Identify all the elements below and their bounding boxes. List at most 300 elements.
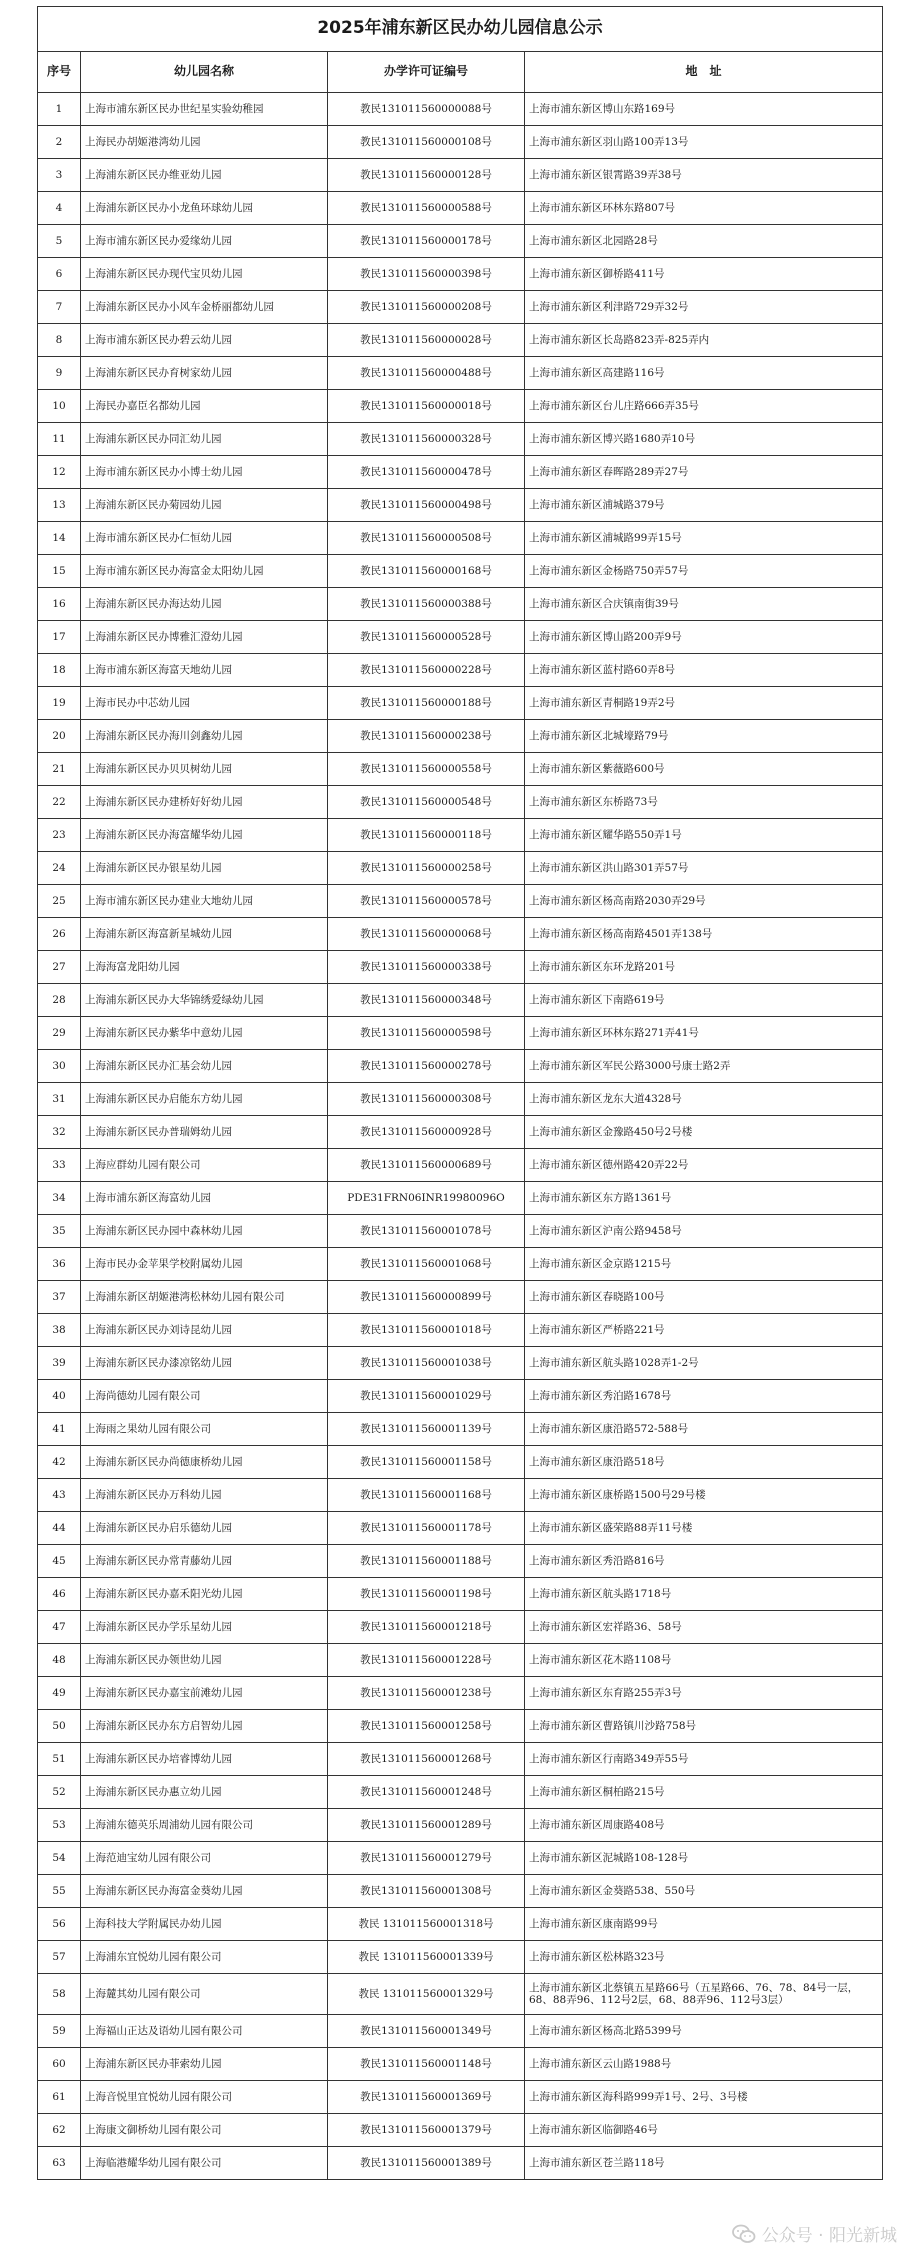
- row-number: 11: [38, 423, 81, 456]
- address: 上海市浦东新区康桥路1500号29号楼: [525, 1479, 883, 1512]
- row-number: 61: [38, 2081, 81, 2114]
- license-number: 教民131011560000118号: [328, 819, 525, 852]
- address: 上海市浦东新区春晓路100号: [525, 1281, 883, 1314]
- row-number: 7: [38, 291, 81, 324]
- kindergarten-name: 上海海富龙阳幼儿园: [81, 951, 328, 984]
- license-number: 教民131011560000238号: [328, 720, 525, 753]
- address: 上海市浦东新区康南路99号: [525, 1908, 883, 1941]
- row-number: 57: [38, 1941, 81, 1974]
- kindergarten-name: 上海浦东新区民办万科幼儿园: [81, 1479, 328, 1512]
- license-number: 教民131011560001158号: [328, 1446, 525, 1479]
- license-number: 教民131011560000488号: [328, 357, 525, 390]
- license-number: 教民131011560000338号: [328, 951, 525, 984]
- license-number: 教民131011560000228号: [328, 654, 525, 687]
- address: 上海市浦东新区德州路420弄22号: [525, 1149, 883, 1182]
- license-number: 教民131011560000178号: [328, 225, 525, 258]
- row-number: 20: [38, 720, 81, 753]
- row-number: 12: [38, 456, 81, 489]
- row-number: 60: [38, 2048, 81, 2081]
- license-number: 教民131011560000348号: [328, 984, 525, 1017]
- row-number: 9: [38, 357, 81, 390]
- table-row: [38, 819, 883, 852]
- row-number: 44: [38, 1512, 81, 1545]
- table-row: [38, 522, 883, 555]
- address: 上海市浦东新区紫薇路600号: [525, 753, 883, 786]
- address: 上海市浦东新区康沿路572-588号: [525, 1413, 883, 1446]
- kindergarten-name: 上海浦东新区民办惠立幼儿园: [81, 1776, 328, 1809]
- table-row: [38, 1809, 883, 1842]
- kindergarten-name: 上海福山正达及语幼儿园有限公司: [81, 2015, 328, 2048]
- table-row: [38, 291, 883, 324]
- table-row: [38, 1776, 883, 1809]
- kindergarten-name: 上海浦东新区民办贝贝树幼儿园: [81, 753, 328, 786]
- address: 上海市浦东新区航头路1718号: [525, 1578, 883, 1611]
- table-row: [38, 1677, 883, 1710]
- table-row: [38, 687, 883, 720]
- kindergarten-name: 上海麓其幼儿园有限公司: [81, 1974, 328, 2015]
- address: 上海市浦东新区浦城路379号: [525, 489, 883, 522]
- table-row: [38, 1545, 883, 1578]
- kindergarten-name: 上海范迪宝幼儿园有限公司: [81, 1842, 328, 1875]
- row-number: 51: [38, 1743, 81, 1776]
- address: 上海市浦东新区杨高北路5399号: [525, 2015, 883, 2048]
- address: 上海市浦东新区御桥路411号: [525, 258, 883, 291]
- info-sheet: [37, 6, 882, 2180]
- license-number: 教民131011560000899号: [328, 1281, 525, 1314]
- table-row: [38, 1512, 883, 1545]
- table-row: [38, 852, 883, 885]
- row-number: 46: [38, 1578, 81, 1611]
- kindergarten-name: 上海浦东新区民办常青藤幼儿园: [81, 1545, 328, 1578]
- row-number: 39: [38, 1347, 81, 1380]
- kindergarten-name: 上海民办嘉臣名都幼儿园: [81, 390, 328, 423]
- address: 上海市浦东新区羽山路100弄13号: [525, 126, 883, 159]
- row-number: 47: [38, 1611, 81, 1644]
- license-number: 教民131011560000558号: [328, 753, 525, 786]
- table-row: [38, 786, 883, 819]
- address: 上海市浦东新区海科路999弄1号、2号、3号楼: [525, 2081, 883, 2114]
- address: 上海市浦东新区康沿路518号: [525, 1446, 883, 1479]
- address: 上海市浦东新区金杨路750弄57号: [525, 555, 883, 588]
- address: 上海市浦东新区东桥路73号: [525, 786, 883, 819]
- table-row: [38, 390, 883, 423]
- address: 上海市浦东新区军民公路3000号康士路2弄: [525, 1050, 883, 1083]
- license-number: 教民131011560000258号: [328, 852, 525, 885]
- kindergarten-name: 上海市浦东新区民办仁恒幼儿园: [81, 522, 328, 555]
- table-row: [38, 357, 883, 390]
- address: 上海市浦东新区曹路镇川沙路758号: [525, 1710, 883, 1743]
- address: 上海市浦东新区泥城路108-128号: [525, 1842, 883, 1875]
- license-number: 教民131011560001029号: [328, 1380, 525, 1413]
- license-number: 教民131011560001139号: [328, 1413, 525, 1446]
- row-number: 34: [38, 1182, 81, 1215]
- table-row: [38, 720, 883, 753]
- kindergarten-name: 上海应群幼儿园有限公司: [81, 1149, 328, 1182]
- row-number: 52: [38, 1776, 81, 1809]
- license-number: 教民131011560000088号: [328, 93, 525, 126]
- license-number: 教民131011560001268号: [328, 1743, 525, 1776]
- kindergarten-name: 上海临港耀华幼儿园有限公司: [81, 2147, 328, 2180]
- table-row: [38, 1644, 883, 1677]
- table-row: [38, 1017, 883, 1050]
- table-row: [38, 2147, 883, 2180]
- kindergarten-name: 上海雨之果幼儿园有限公司: [81, 1413, 328, 1446]
- kindergarten-name: 上海音悦里宜悦幼儿园有限公司: [81, 2081, 328, 2114]
- license-number: 教民131011560001078号: [328, 1215, 525, 1248]
- license-number: 教民131011560000028号: [328, 324, 525, 357]
- row-number: 29: [38, 1017, 81, 1050]
- kindergarten-name: 上海浦东宜悦幼儿园有限公司: [81, 1941, 328, 1974]
- row-number: 62: [38, 2114, 81, 2147]
- row-number: 28: [38, 984, 81, 1017]
- kindergarten-name: 上海尚德幼儿园有限公司: [81, 1380, 328, 1413]
- header-license: 办学许可证编号: [328, 52, 525, 93]
- address: 上海市浦东新区杨高南路4501弄138号: [525, 918, 883, 951]
- kindergarten-name: 上海浦东新区民办菊园幼儿园: [81, 489, 328, 522]
- address: 上海市浦东新区航头路1028弄1-2号: [525, 1347, 883, 1380]
- kindergarten-name: 上海浦东新区民办小龙鱼环球幼儿园: [81, 192, 328, 225]
- row-number: 19: [38, 687, 81, 720]
- kindergarten-name: 上海浦东新区民办东方启智幼儿园: [81, 1710, 328, 1743]
- kindergarten-name: 上海浦东新区民办启能东方幼儿园: [81, 1083, 328, 1116]
- table-row: [38, 1314, 883, 1347]
- license-number: 教民131011560001148号: [328, 2048, 525, 2081]
- kindergarten-name: 上海浦东新区民办育树家幼儿园: [81, 357, 328, 390]
- row-number: 24: [38, 852, 81, 885]
- row-number: 63: [38, 2147, 81, 2180]
- kindergarten-name: 上海康文御桥幼儿园有限公司: [81, 2114, 328, 2147]
- address: 上海市浦东新区北蔡镇五星路66号（五星路66、76、78、84号一层，68、88弄96、112号2层，68、88弄96、112号3层）: [525, 1974, 883, 2015]
- license-number: 教民131011560001349号: [328, 2015, 525, 2048]
- table-row: [38, 1347, 883, 1380]
- kindergarten-name: 上海浦东新区民办大华锦绣爱绿幼儿园: [81, 984, 328, 1017]
- table-row: [38, 1050, 883, 1083]
- row-number: 16: [38, 588, 81, 621]
- row-number: 17: [38, 621, 81, 654]
- row-number: 21: [38, 753, 81, 786]
- table-row: [38, 1083, 883, 1116]
- kindergarten-name: 上海市浦东新区民办爱缘幼儿园: [81, 225, 328, 258]
- row-number: 50: [38, 1710, 81, 1743]
- table-header-row: [38, 52, 883, 93]
- license-number: 教民 131011560001329号: [328, 1974, 525, 2015]
- table-row: [38, 192, 883, 225]
- kindergarten-name: 上海市浦东新区民办碧云幼儿园: [81, 324, 328, 357]
- license-number: 教民131011560001279号: [328, 1842, 525, 1875]
- address: 上海市浦东新区环林东路807号: [525, 192, 883, 225]
- row-number: 43: [38, 1479, 81, 1512]
- kindergarten-name: 上海浦东新区民办博雅汇澄幼儿园: [81, 621, 328, 654]
- table-row: [38, 258, 883, 291]
- row-number: 41: [38, 1413, 81, 1446]
- row-number: 1: [38, 93, 81, 126]
- kindergarten-name: 上海浦东新区民办培睿博幼儿园: [81, 1743, 328, 1776]
- license-number: 教民131011560001018号: [328, 1314, 525, 1347]
- license-number: 教民131011560001038号: [328, 1347, 525, 1380]
- row-number: 53: [38, 1809, 81, 1842]
- license-number: 教民131011560000689号: [328, 1149, 525, 1182]
- row-number: 27: [38, 951, 81, 984]
- table-row: [38, 1875, 883, 1908]
- table-row: [38, 1974, 883, 2015]
- table-row: [38, 885, 883, 918]
- row-number: 59: [38, 2015, 81, 2048]
- address: 上海市浦东新区行南路349弄55号: [525, 1743, 883, 1776]
- table-row: [38, 2015, 883, 2048]
- kindergarten-name: 上海浦东新区民办汇基会幼儿园: [81, 1050, 328, 1083]
- row-number: 55: [38, 1875, 81, 1908]
- kindergarten-name: 上海浦东新区民办嘉禾阳光幼儿园: [81, 1578, 328, 1611]
- kindergarten-name: 上海市浦东新区民办海富金太阳幼儿园: [81, 555, 328, 588]
- kindergarten-name: 上海浦东新区胡姬港湾松林幼儿园有限公司: [81, 1281, 328, 1314]
- license-number: 教民131011560001308号: [328, 1875, 525, 1908]
- table-row: [38, 1941, 883, 1974]
- license-number: 教民131011560000068号: [328, 918, 525, 951]
- address: 上海市浦东新区博山东路169号: [525, 93, 883, 126]
- header-address: 地 址: [525, 52, 883, 93]
- address: 上海市浦东新区合庆镇南街39号: [525, 588, 883, 621]
- address: 上海市浦东新区桐柏路215号: [525, 1776, 883, 1809]
- license-number: 教民131011560001248号: [328, 1776, 525, 1809]
- kindergarten-name: 上海市浦东新区海富天地幼儿园: [81, 654, 328, 687]
- row-number: 33: [38, 1149, 81, 1182]
- kindergarten-name: 上海浦东新区民办漆凉铭幼儿园: [81, 1347, 328, 1380]
- kindergarten-name: 上海浦东新区民办建桥好好幼儿园: [81, 786, 328, 819]
- table-row: [38, 2081, 883, 2114]
- license-number: PDE31FRN06INR19980096O: [328, 1182, 525, 1215]
- kindergarten-name: 上海浦东新区民办紫华中意幼儿园: [81, 1017, 328, 1050]
- row-number: 18: [38, 654, 81, 687]
- table-row: [38, 1479, 883, 1512]
- row-number: 32: [38, 1116, 81, 1149]
- address: 上海市浦东新区春晖路289弄27号: [525, 456, 883, 489]
- table-row: [38, 225, 883, 258]
- header-name: 幼儿园名称: [81, 52, 328, 93]
- license-number: 教民131011560001289号: [328, 1809, 525, 1842]
- license-number: 教民131011560001218号: [328, 1611, 525, 1644]
- row-number: 8: [38, 324, 81, 357]
- address: 上海市浦东新区金葵路538、550号: [525, 1875, 883, 1908]
- kindergarten-name: 上海市民办中芯幼儿园: [81, 687, 328, 720]
- table-row: [38, 456, 883, 489]
- address: 上海市浦东新区盛荣路88弄11号楼: [525, 1512, 883, 1545]
- address: 上海市浦东新区周康路408号: [525, 1809, 883, 1842]
- row-number: 31: [38, 1083, 81, 1116]
- row-number: 13: [38, 489, 81, 522]
- table-row: [38, 93, 883, 126]
- license-number: 教民131011560000018号: [328, 390, 525, 423]
- row-number: 49: [38, 1677, 81, 1710]
- table-row: [38, 2114, 883, 2147]
- table-row: [38, 1281, 883, 1314]
- license-number: 教民 131011560001318号: [328, 1908, 525, 1941]
- license-number: 教民131011560000928号: [328, 1116, 525, 1149]
- address: 上海市浦东新区台儿庄路666弄35号: [525, 390, 883, 423]
- table-row: [38, 1908, 883, 1941]
- kindergarten-name: 上海市浦东新区民办建业大地幼儿园: [81, 885, 328, 918]
- row-number: 2: [38, 126, 81, 159]
- address: 上海市浦东新区秀泊路1678号: [525, 1380, 883, 1413]
- license-number: 教民131011560000308号: [328, 1083, 525, 1116]
- table-row: [38, 1413, 883, 1446]
- license-number: 教民131011560001258号: [328, 1710, 525, 1743]
- kindergarten-name: 上海民办胡姬港湾幼儿园: [81, 126, 328, 159]
- license-number: 教民131011560001389号: [328, 2147, 525, 2180]
- address: 上海市浦东新区东环龙路201号: [525, 951, 883, 984]
- address: 上海市浦东新区博山路200弄9号: [525, 621, 883, 654]
- row-number: 4: [38, 192, 81, 225]
- table-row: [38, 423, 883, 456]
- license-number: 教民131011560000208号: [328, 291, 525, 324]
- license-number: 教民131011560000278号: [328, 1050, 525, 1083]
- row-number: 38: [38, 1314, 81, 1347]
- kindergarten-name: 上海浦东新区民办现代宝贝幼儿园: [81, 258, 328, 291]
- license-number: 教民131011560001369号: [328, 2081, 525, 2114]
- license-number: 教民131011560001228号: [328, 1644, 525, 1677]
- license-number: 教民131011560001178号: [328, 1512, 525, 1545]
- row-number: 25: [38, 885, 81, 918]
- table-row: [38, 324, 883, 357]
- address: 上海市浦东新区杨高南路2030弄29号: [525, 885, 883, 918]
- table-row: [38, 1248, 883, 1281]
- row-number: 37: [38, 1281, 81, 1314]
- table-row: [38, 1380, 883, 1413]
- kindergarten-name: 上海市民办金苹果学校附属幼儿园: [81, 1248, 328, 1281]
- address: 上海市浦东新区临御路46号: [525, 2114, 883, 2147]
- kindergarten-name: 上海浦东新区民办园中森林幼儿园: [81, 1215, 328, 1248]
- license-number: 教民131011560000328号: [328, 423, 525, 456]
- license-number: 教民131011560001068号: [328, 1248, 525, 1281]
- table-row: [38, 1116, 883, 1149]
- kindergarten-name: 上海市浦东新区海富幼儿园: [81, 1182, 328, 1215]
- license-number: 教民131011560000548号: [328, 786, 525, 819]
- license-number: 教民131011560000108号: [328, 126, 525, 159]
- address: 上海市浦东新区洪山路301弄57号: [525, 852, 883, 885]
- table-row: [38, 753, 883, 786]
- license-number: 教民131011560000188号: [328, 687, 525, 720]
- address: 上海市浦东新区严桥路221号: [525, 1314, 883, 1347]
- row-number: 22: [38, 786, 81, 819]
- row-number: 58: [38, 1974, 81, 2015]
- kindergarten-name: 上海浦东新区民办银星幼儿园: [81, 852, 328, 885]
- table-row: [38, 951, 883, 984]
- license-number: 教民131011560000168号: [328, 555, 525, 588]
- row-number: 15: [38, 555, 81, 588]
- address: 上海市浦东新区利津路729弄32号: [525, 291, 883, 324]
- kindergarten-name: 上海浦东新区民办海达幼儿园: [81, 588, 328, 621]
- table-row: [38, 489, 883, 522]
- address: 上海市浦东新区花木路1108号: [525, 1644, 883, 1677]
- row-number: 36: [38, 1248, 81, 1281]
- license-number: 教民131011560000578号: [328, 885, 525, 918]
- kindergarten-name: 上海市浦东新区民办小博士幼儿园: [81, 456, 328, 489]
- kindergarten-name: 上海浦东新区民办领世幼儿园: [81, 1644, 328, 1677]
- table-body: [38, 93, 883, 2180]
- header-no: 序号: [38, 52, 81, 93]
- kindergarten-name: 上海浦东新区民办嘉宝前滩幼儿园: [81, 1677, 328, 1710]
- table-row: [38, 918, 883, 951]
- row-number: 54: [38, 1842, 81, 1875]
- row-number: 5: [38, 225, 81, 258]
- address: 上海市浦东新区高建路116号: [525, 357, 883, 390]
- table-row: [38, 2048, 883, 2081]
- kindergarten-name: 上海浦东新区民办海川剑鑫幼儿园: [81, 720, 328, 753]
- wechat-icon: [732, 2224, 756, 2244]
- row-number: 10: [38, 390, 81, 423]
- kindergarten-name: 上海市浦东新区民办世纪星实验幼稚园: [81, 93, 328, 126]
- license-number: 教民131011560000128号: [328, 159, 525, 192]
- kindergarten-name: 上海浦东新区民办刘诗昆幼儿园: [81, 1314, 328, 1347]
- row-number: 56: [38, 1908, 81, 1941]
- row-number: 26: [38, 918, 81, 951]
- address: 上海市浦东新区苍兰路118号: [525, 2147, 883, 2180]
- row-number: 3: [38, 159, 81, 192]
- address: 上海市浦东新区北城壕路79号: [525, 720, 883, 753]
- kindergarten-name: 上海浦东新区民办维亚幼儿园: [81, 159, 328, 192]
- license-number: 教民131011560000478号: [328, 456, 525, 489]
- address: 上海市浦东新区龙东大道4328号: [525, 1083, 883, 1116]
- license-number: 教民131011560000398号: [328, 258, 525, 291]
- address: 上海市浦东新区沪南公路9458号: [525, 1215, 883, 1248]
- watermark: [732, 2221, 897, 2246]
- license-number: 教民131011560000388号: [328, 588, 525, 621]
- table-row: [38, 555, 883, 588]
- kindergarten-name: 上海浦东新区海富新星城幼儿园: [81, 918, 328, 951]
- kindergarten-name: 上海浦东新区民办尚德康桥幼儿园: [81, 1446, 328, 1479]
- row-number: 14: [38, 522, 81, 555]
- kindergarten-name: 上海浦东新区民办同汇幼儿园: [81, 423, 328, 456]
- table-row: [38, 984, 883, 1017]
- row-number: 6: [38, 258, 81, 291]
- address: 上海市浦东新区东育路255弄3号: [525, 1677, 883, 1710]
- address: 上海市浦东新区金豫路450号2号楼: [525, 1116, 883, 1149]
- license-number: 教民131011560001238号: [328, 1677, 525, 1710]
- kindergarten-name: 上海浦东德英乐周浦幼儿园有限公司: [81, 1809, 328, 1842]
- license-number: 教民131011560001198号: [328, 1578, 525, 1611]
- address: 上海市浦东新区环林东路271弄41号: [525, 1017, 883, 1050]
- kindergarten-name: 上海浦东新区民办小风车金桥丽都幼儿园: [81, 291, 328, 324]
- row-number: 23: [38, 819, 81, 852]
- table-row: [38, 1578, 883, 1611]
- row-number: 35: [38, 1215, 81, 1248]
- license-number: 教民 131011560001339号: [328, 1941, 525, 1974]
- table-row: [38, 1710, 883, 1743]
- table-row: [38, 588, 883, 621]
- license-number: 教民131011560000508号: [328, 522, 525, 555]
- address: 上海市浦东新区秀沿路816号: [525, 1545, 883, 1578]
- license-number: 教民131011560000498号: [328, 489, 525, 522]
- table-row: [38, 1446, 883, 1479]
- license-number: 教民131011560001379号: [328, 2114, 525, 2147]
- license-number: 教民131011560000528号: [328, 621, 525, 654]
- address: 上海市浦东新区青桐路19弄2号: [525, 687, 883, 720]
- kindergarten-table: [37, 6, 883, 2180]
- kindergarten-name: 上海浦东新区民办海富金葵幼儿园: [81, 1875, 328, 1908]
- license-number: 教民131011560000588号: [328, 192, 525, 225]
- table-row: [38, 159, 883, 192]
- address: 上海市浦东新区银霄路39弄38号: [525, 159, 883, 192]
- address: 上海市浦东新区长岛路823弄-825弄内: [525, 324, 883, 357]
- table-row: [38, 1149, 883, 1182]
- kindergarten-name: 上海浦东新区民办学乐星幼儿园: [81, 1611, 328, 1644]
- address: 上海市浦东新区博兴路1680弄10号: [525, 423, 883, 456]
- row-number: 45: [38, 1545, 81, 1578]
- kindergarten-name: 上海浦东新区民办普瑞姆幼儿园: [81, 1116, 328, 1149]
- address: 上海市浦东新区下南路619号: [525, 984, 883, 1017]
- row-number: 42: [38, 1446, 81, 1479]
- table-row: [38, 621, 883, 654]
- table-row: [38, 1842, 883, 1875]
